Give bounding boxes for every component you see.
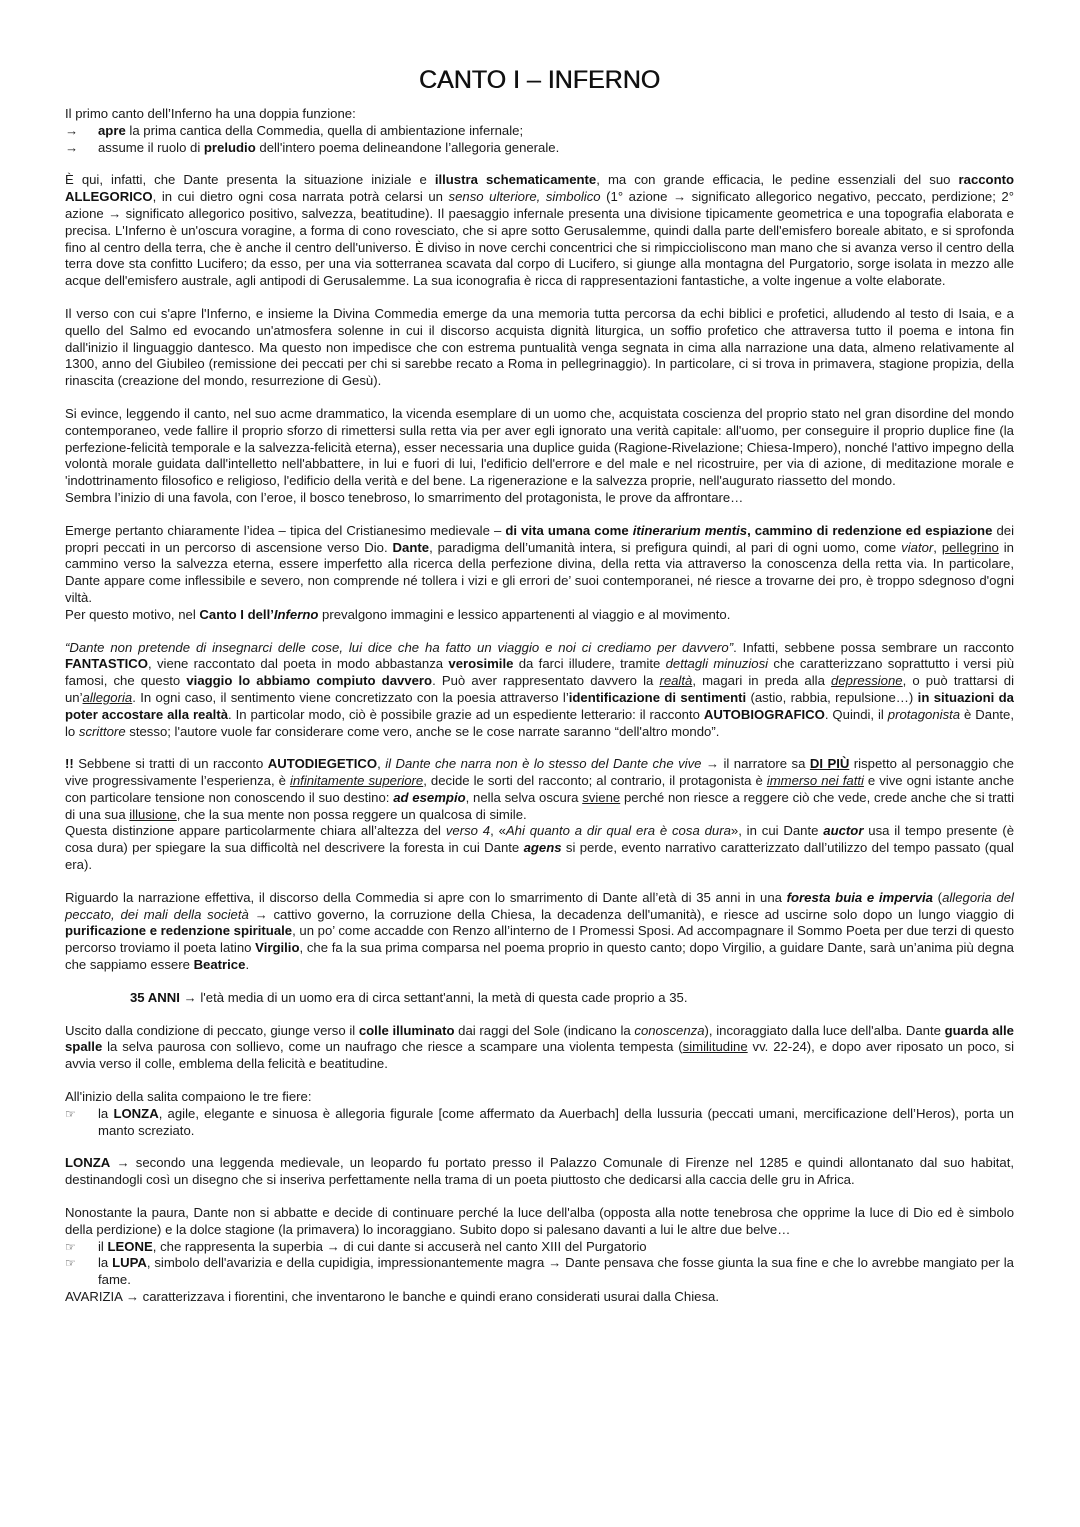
pointing-hand-icon: ☞: [65, 1106, 76, 1121]
paragraph-colle: Uscito dalla condizione di peccato, giunge verso il colle illuminato dai raggi del Sole (indicano la conoscenza), incoraggiato dalla luce dell'alba. Dante guarda alle spalle la selva paurosa con sollievo, come un naufrago che riesce a scampare una violenta tempesta (similitudine vv. 22-24), e dopo aver riposato un poco, si avvia verso il colle, emblema della felicità e beatitudine.: [65, 1022, 1014, 1072]
page-title: CANTO I – INFERNO: [418, 66, 661, 94]
pointing-hand-icon: ☞: [65, 1239, 76, 1254]
list-item: ☞ la LUPA, simbolo dell'avarizia e della cupidigia, impressionantemente magra → Dante pensava che fosse giunta la sua fine e che lo avrebbe mangiato per la fame.: [65, 1255, 1014, 1288]
list-item: → apre la prima cantica della Commedia, quella di ambientazione infernale;: [65, 122, 524, 138]
note-35-anni: 35 ANNI → l'età media di un uomo era di circa settant'anni, la metà di questa cade proprio a 35.: [130, 989, 688, 1005]
intro-lead: Il primo canto dell’Inferno ha una doppia funzione:: [65, 106, 356, 121]
list-item: → assume il ruolo di preludio dell'intero poema delineandone l’allegoria generale.: [65, 139, 560, 155]
pointing-hand-icon: ☞: [65, 1256, 76, 1271]
arrow-icon: →: [65, 122, 79, 138]
paragraph-lonza: LONZA → secondo una leggenda medievale, un leopardo fu portato presso il Palazzo Comunale di Firenze nel 1285 e quindi allontanato dal suo habitat, destinandogli così un disegno che si inseriva perfettamente nella trama di un poeta piuttosto che dedicarsi alla caccia delle gru in Africa.: [65, 1155, 1014, 1188]
paragraph-itinerarium: Emerge pertanto chiaramente l’idea – tipica del Cristianesimo medievale – di vita umana come itinerarium mentis, cammino di redenzione ed espiazione dei propri peccati in un percorso di ascensione verso Dio. Dante, paradigma dell’umanità intera, si prefigura quindi, al pari di ogni uomo, come viator, pellegrino in cammino verso la salvezza eterna, essere imperfetto alla ricerca della perfezione divina, della retta via attraverso la conoscenza della retta via. In particolare, Dante appare come inflessibile e severo, non comprende né tollera i vizi e gli errori de’ suoi contemporanei, né riesce a trovarne dei pro, è troppo sdegnoso d'ogni viltà. Per questo motivo, nel Canto I dell’Inferno prevalgono immagini e lessico appartenenti al viaggio e al movimento.: [65, 522, 1015, 622]
paragraph-belve: Nonostante la paura, Dante non si abbatte e decide di continuare perché la luce dell'alba (opposta alla notte tenebrosa che opprime la luce di Dio ed è simbolo della perdizione) e la dolce stagione (la primavera) lo incoraggiano. Subito dopo si palesano davanti a lui le altre due belve… ☞ il LEONE, che rappresenta la superbia → di cui dante si accuserà nel canto XIII del Purgatorio ☞ la LUPA, simbolo dell'avarizia e della cupidigia, impressionantemente magra → Dante pensava che fosse giunta la sua fine e che lo avrebbe mangiato per la fame. AVARIZIA → caratterizzava i fiorentini, che inventarono le banche e quindi erano considerati usurai dalla Chiesa.: [65, 1205, 1014, 1305]
intro-section: [65, 106, 1014, 156]
paragraph-narrazione: Riguardo la narrazione effettiva, il discorso della Commedia si apre con lo smarrimento di Dante all’età di 35 anni in una foresta buia e impervia (allegoria del peccato, dei mali della società → cattivo governo, la corruzione della Chiesa, la decadenza dell'umanità), e riesce ad uscirne solo dopo un lungo viaggio di purificazione e redenzione spirituale, un po’ come accadde con Renzo all’interno de I Promessi Sposi. Ad accompagnare il Sommo Poeta per due terzi di questo percorso troviamo il poeta latino Virgilio, che fa la sua prima comparsa nel poema proprio in questo canto; dopo Virgilio, a guidare Dante, sarà un’anima più degna che sappiamo essere Beatrice.: [65, 889, 1015, 973]
paragraph-fiere: All'inizio della salita compaiono le tre fiere: ☞ la LONZA, agile, elegante e sinuosa è allegoria figurale [come affermato da Auerbach] della lussuria (peccati umani, mercificazione dell’Heros), porta un manto screziato.: [65, 1089, 1014, 1138]
paragraph-autodiegetico: !! Sebbene si tratti di un racconto AUTODIEGETICO, il Dante che narra non è lo stesso del Dante che vive → il narratore sa DI PIÙ rispetto al personaggio che vive progressivamente l’esperienza, è infinitamente superiore, decide le sorti del racconto; al contrario, il protagonista è immerso nei fatti e vive ogni istante anche con particolare tensione non conoscendo il suo destino: ad esempio, nella selva oscura sviene perché non riesce a reggere ciò che vede, crede anche che si tratti di una sua illusione, che la sua mente non possa reggere un qualcosa di simile. Questa distinzione appare particolarmente chiara all’altezza del verso 4, «Ahi quanto a dir qual era è cosa dura», in cui Dante auctor usa il tempo presente (è cosa dura) per spiegare la sua difficoltà nel descrivere la foresta in cui Dante agens si perde, evento narrativo caratterizzato dall’utilizzo del tempo passato (qual era).: [65, 756, 1014, 873]
intro-list: [65, 123, 1014, 157]
list-item: ☞ il LEONE, che rappresenta la superbia → di cui dante si accuserà nel canto XIII del Purgatorio: [65, 1238, 647, 1254]
paragraph-incipit: Il verso con cui s'apre l'Inferno, e insieme la Divina Commedia emerge da una memoria tutta percorsa da echi biblici e profetici, alludendo al testo di Isaia, e a quello del Salmo ed evocando un'atmosfera solenne in cui il discorso acquista dignità liturgica, un soffio profetico che attraversa tutto il poema e intona fin dall'inizio il linguaggio dantesco. Ma questo non impedisce che con estrema puntualità venga segnata in cima alla narrazione una data, almeno relativamente al 1300, anno del Giubileo (remissione dei peccati per chi si sarebbe recato a Roma in pellegrinaggio). In particolare, ci si trova in primavera, stagione propizia, della rinascita (creazione del mondo, resurrezione di Gesù).: [65, 305, 1014, 389]
paragraph-verosimile: “Dante non pretende di insegnarci delle cose, lui dice che ha fatto un viaggio e noi ci crediamo per davvero”. Infatti, sebbene possa sembrare un racconto FANTASTICO, viene raccontato dal poeta in modo abbastanza verosimile da farci illudere, tramite dettagli minuziosi che caratterizzano soprattutto i versi più famosi, che questo viaggio lo abbiamo compiuto davvero. Può aver rappresentato davvero la realtà, magari in preda alla depressione, o può trattarsi di un’allegoria. In ogni caso, il sentimento viene concretizzato con la poesia attraverso l’identificazione di sentimenti (astio, rabbia, repulsione…) in situazioni da poter accostare alla realtà. In particolar modo, ciò è possibile grazie ad un espediente letterario: il racconto AUTOBIOGRAFICO. Quindi, il protagonista è Dante, lo scrittore stesso; l'autore vuole far considerare come vero, anche se le cose narrate saranno “dell'altro mondo”.: [65, 639, 1015, 739]
arrow-icon: →: [65, 139, 79, 155]
list-item: ☞ la LONZA, agile, elegante e sinuosa è allegoria figurale [come affermato da Auerbach] della lussuria (peccati umani, mercificazione dell’Heros), porta un manto screziato.: [65, 1105, 1014, 1138]
paragraph-allegory: È qui, infatti, che Dante presenta la situazione iniziale e illustra schematicamente, ma con grande efficacia, le pedine essenziali del suo racconto ALLEGORICO, in cui dietro ogni cosa narrata potrà celarsi un senso ulteriore, simbolico (1° azione → significato allegorico negativo, peccato, perdizione; 2° azione → significato allegorico positivo, salvezza, beatitudine). Il paesaggio infernale presenta una divisione tipicamente geometrica e una topografia elaborata e precisa. L'Inferno è un'oscura voragine, a forma di cono rovesciato, che si apre sotto Gerusalemme, quindi dalla parte dell'emisfero boreale abitato, e si sprofonda fino al centro della terra, che è anche il centro dell'universo. È diviso in nove cerchi concentrici che si rimpiccioliscono man mano che si avanza verso il centro della terra dove sta confitto Lucifero; da esso, per una via sotterranea scavata dal corpo di Lucifero, si giunge alla montagna del Purgatorio, sorge isolata in mezzo alle acque dell'emisfero australe, agli antipodi di Gerusalemme. La sua iconografia è ricca di rappresentazioni fantastiche, a volte ingenue a volte elaborate.: [65, 172, 1015, 289]
paragraph-vicenda: Si evince, leggendo il canto, nel suo acme drammatico, la vicenda esemplare di un uomo che, acquistata coscienza del proprio stato nel gran disordine del mondo contemporaneo, vede fallire il proprio sforzo di rimettersi sulla retta via per aver egli ignorato una verità capitale: all'uomo, per conseguire il proprio duplice fine (la perfezione-felicità temporale e la salvezza-felicità eterna), esser necessaria una duplice guida (Ragione-Rivelazione; Chiesa-Impero), nonché l'attivo impegno della volontà morale guidata dall'intelletto nell'abbattere, in lui e fuori di lui, l'edificio dell'errore e del male e nel ricostruire, per via di azione, di meditazione morale e 'indottrinamento filosofico e religioso, l'edificio della verità e del bene. La rigenerazione e la salvezza proprie, nell'augurato riassetto del mondo. Sembra l’inizio di una favola, con l’eroe, il bosco tenebroso, lo smarrimento del protagonista, le prove da affrontare…: [65, 405, 1014, 505]
